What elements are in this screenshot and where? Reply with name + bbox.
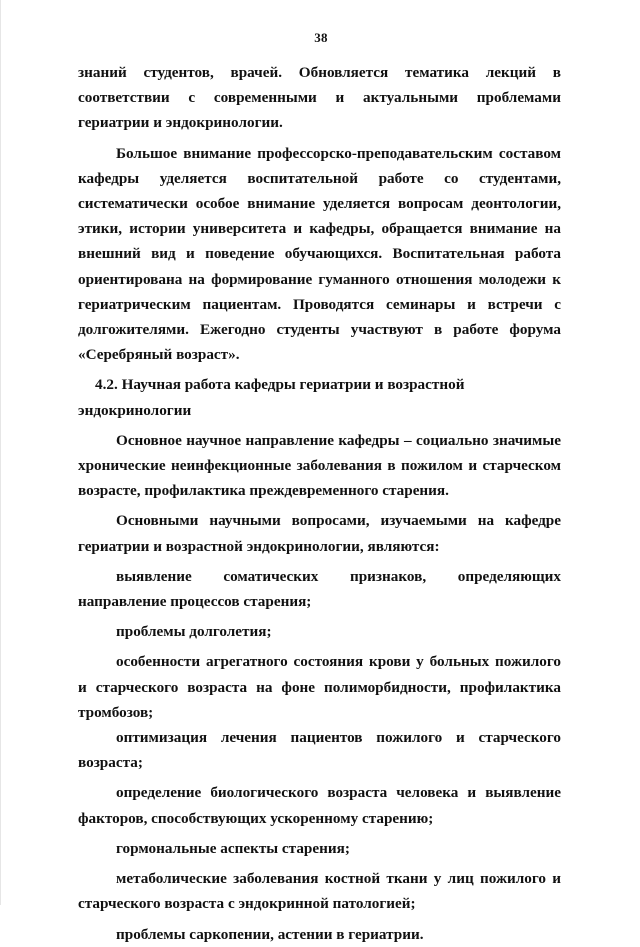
list-item: особенности агрегатного состояния крови у больных пожилого и старческого возраста на фоне полиморбидности, профилактика тромбозов; bbox=[78, 653, 561, 721]
list-item: выявление соматических признаков, определяющих направление процессов старения; bbox=[78, 567, 561, 611]
list-item: определение биологического возраста человека и выявление факторов, способствующих ускоренному старению; bbox=[78, 784, 561, 827]
paragraph-continuation: знаний студентов, врачей. Обновляется тематика лекций в соответствии с современными и актуальными проблемами гериатрии и эндокринологии. bbox=[78, 64, 561, 132]
paragraph-research-questions: Основными научными вопросами, изучаемыми на кафедре гериатрии и возрастной эндокринологии, являются: bbox=[78, 512, 561, 555]
paragraph-education: Большое внимание профессорско-преподавательским составом кафедры уделяется воспитательной работе со студентами, систематически особое внимание уделяется вопросам деонтологии, этики, истории университета и кафедры, обращается внимание на внешний вид и поведение обучающихся. Воспитательная работа ориентирована на формирование гуманного отношения молодежи к гериатрическим пациентам. Проводятся семинары и встречи с долгожителями. Ежегодно студенты участвуют в работе форума «Серебряный возраст». bbox=[78, 144, 561, 364]
paragraph-research-direction: Основное научное направление кафедры – социально значимые хронические неинфекционные заболевания в пожилом и старческом возрасте, профилактика преждевременного старения. bbox=[78, 431, 561, 500]
list-item: оптимизация лечения пациентов пожилого и старческого возраста; bbox=[78, 729, 561, 772]
list-item: проблемы долголетия; bbox=[116, 623, 272, 641]
list-item: гормональные аспекты старения; bbox=[116, 839, 350, 857]
document-body bbox=[78, 60, 561, 947]
list-item: метаболические заболевания костной ткани у лиц пожилого и старческого возраста с эндокринной патологией; bbox=[78, 870, 561, 913]
list-item: проблемы саркопении, астении в гериатрии. bbox=[116, 925, 424, 943]
page-number: 38 bbox=[314, 30, 328, 45]
section-heading: 4.2. Научная работа кафедры гериатрии и возрастной эндокринологии bbox=[78, 376, 465, 419]
